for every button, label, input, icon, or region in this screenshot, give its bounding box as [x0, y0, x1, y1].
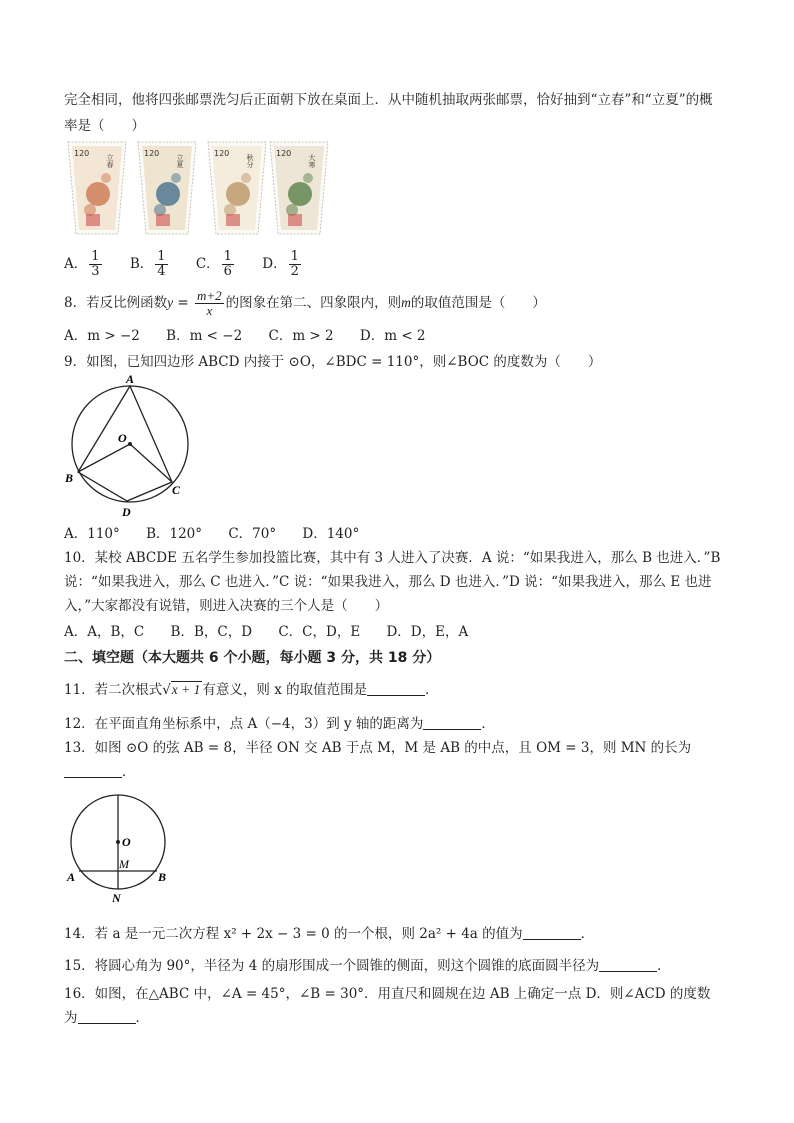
stamp-name: 大寒 — [308, 154, 316, 168]
q11-answer-blank[interactable] — [367, 681, 425, 696]
q8-option-d[interactable]: D．m < 2 — [359, 328, 426, 344]
label-d: D — [122, 505, 131, 519]
q7-option-d[interactable]: D． $\frac{1}{2}$ — [262, 249, 299, 279]
q8-option-c[interactable]: C．m > 2 — [268, 328, 334, 344]
label-a: A — [126, 374, 135, 386]
label-n: N — [112, 891, 121, 905]
q7-option-b[interactable]: B． $\frac{1}{4}$ — [129, 249, 166, 279]
q10-line2: 说：“如果我进入，那么 C 也进入．”C 说：“如果我进入，那么 D 也进入．”D 说：“如果我进入，那么 E 也进 — [64, 574, 712, 590]
stamp-2 — [136, 140, 198, 236]
q9-option-b[interactable]: B．120° — [146, 526, 203, 542]
q13-line1: 13．如图 ⊙O 的弦 AB = 8，半径 ON 交 AB 于点 M，M 是 AB 的中点，且 OM = 3，则 MN 的长为 — [64, 740, 692, 756]
q13-circle-figure — [60, 786, 180, 906]
q7-option-a[interactable]: A． $\frac{1}{3}$ — [64, 249, 100, 279]
q11-stem: 11．若二次根式√x + 1 有意义，则 x 的取值范围是 ． — [64, 682, 439, 698]
stamp-value: 120 — [74, 149, 90, 158]
label-b: B — [158, 870, 167, 884]
label-m: M — [119, 857, 129, 871]
q10-option-c[interactable]: C．C，D，E — [278, 624, 361, 640]
label-b: B — [65, 471, 74, 485]
label-a: A — [67, 870, 76, 884]
q13-line2: ． — [64, 762, 136, 782]
q7-options — [64, 246, 325, 282]
q16-answer-blank[interactable] — [78, 1009, 136, 1024]
q8-option-b[interactable]: B．m < −2 — [166, 328, 243, 344]
stamp-name: 立春 — [106, 154, 114, 168]
q7-line2: 率是（ ） — [64, 118, 145, 134]
q10-option-d[interactable]: D．D，E，A — [386, 624, 469, 640]
label-o: O — [118, 431, 127, 445]
stamp-4 — [268, 140, 330, 236]
q8-options — [64, 326, 448, 346]
stamp-name: 立夏 — [176, 154, 184, 168]
center-point — [128, 442, 132, 446]
q13-answer-blank[interactable] — [64, 763, 122, 778]
q10-option-a[interactable]: A．A，B，C — [64, 624, 145, 640]
q14-stem: 14．若 a 是一元二次方程 x² + 2x − 3 = 0 的一个根，则 2a² + 4a 的值为 ． — [64, 926, 595, 942]
q10-option-b[interactable]: B．B，C，D — [170, 624, 253, 640]
stamp-value: 120 — [276, 149, 292, 158]
q8-stem: 8．若反比例函数y = $\frac{m+2}{x}$ 的图象在第二、四象限内，则m的取值范围是（ ） — [64, 288, 546, 318]
q9-options — [64, 524, 381, 544]
label-o: O — [122, 835, 131, 849]
center-point — [116, 840, 120, 844]
q7-option-c[interactable]: C． $\frac{1}{6}$ — [195, 249, 232, 279]
q10-options — [64, 622, 490, 642]
q16-line2: 为 ． — [64, 1010, 149, 1026]
q10-line3: 入，”大家都没有说错，则进入决赛的三个人是（ ） — [64, 598, 389, 614]
stamp-3 — [206, 140, 268, 236]
q9-option-c[interactable]: C．70° — [228, 526, 277, 542]
q8-option-a[interactable]: A．m > −2 — [64, 328, 140, 344]
q15-stem: 15．将圆心角为 90°，半径为 4 的扇形围成一个圆锥的侧面，则这个圆锥的底面圆半径为 ． — [64, 958, 671, 974]
stamp-value: 120 — [214, 149, 230, 158]
q9-option-d[interactable]: D．140° — [302, 526, 360, 542]
q9-option-a[interactable]: A．110° — [64, 526, 120, 542]
q15-answer-blank[interactable] — [599, 957, 657, 972]
stamp-value: 120 — [144, 149, 160, 158]
stamp-name: 秋分 — [246, 154, 254, 168]
q7-line1: 完全相同，他将四张邮票洗匀后正面朝下放在桌面上．从中随机抽取两张邮票，恰好抽到“立春”和“立夏”的概 — [64, 92, 713, 108]
q9-circle-figure — [60, 374, 200, 522]
section-title: 二、填空题（本大题共 6 个小题，每小题 3 分，共 18 分） — [64, 650, 441, 666]
q10-line1: 10．某校 ABCDE 五名学生参加投篮比赛，其中有 3 人进入了决赛．A 说：“如果我进入，那么 B 也进入．”B — [64, 550, 721, 566]
q16-line1: 16．如图，在△ABC 中，∠A = 45°，∠B = 30°．用直尺和圆规在边 AB 上确定一点 D．则∠ACD 的度数 — [64, 986, 711, 1002]
q14-answer-blank[interactable] — [523, 925, 581, 940]
label-c: C — [172, 483, 181, 497]
stamp-1 — [66, 140, 128, 236]
q9-stem: 9．如图，已知四边形 ABCD 内接于 ⊙O，∠BDC = 110°，则∠BOC 的度数为（ ） — [64, 354, 602, 370]
q12-stem: 12．在平面直角坐标系中，点 A（−4，3）到 y 轴的距离为 ． — [64, 716, 495, 732]
q12-answer-blank[interactable] — [423, 715, 481, 730]
